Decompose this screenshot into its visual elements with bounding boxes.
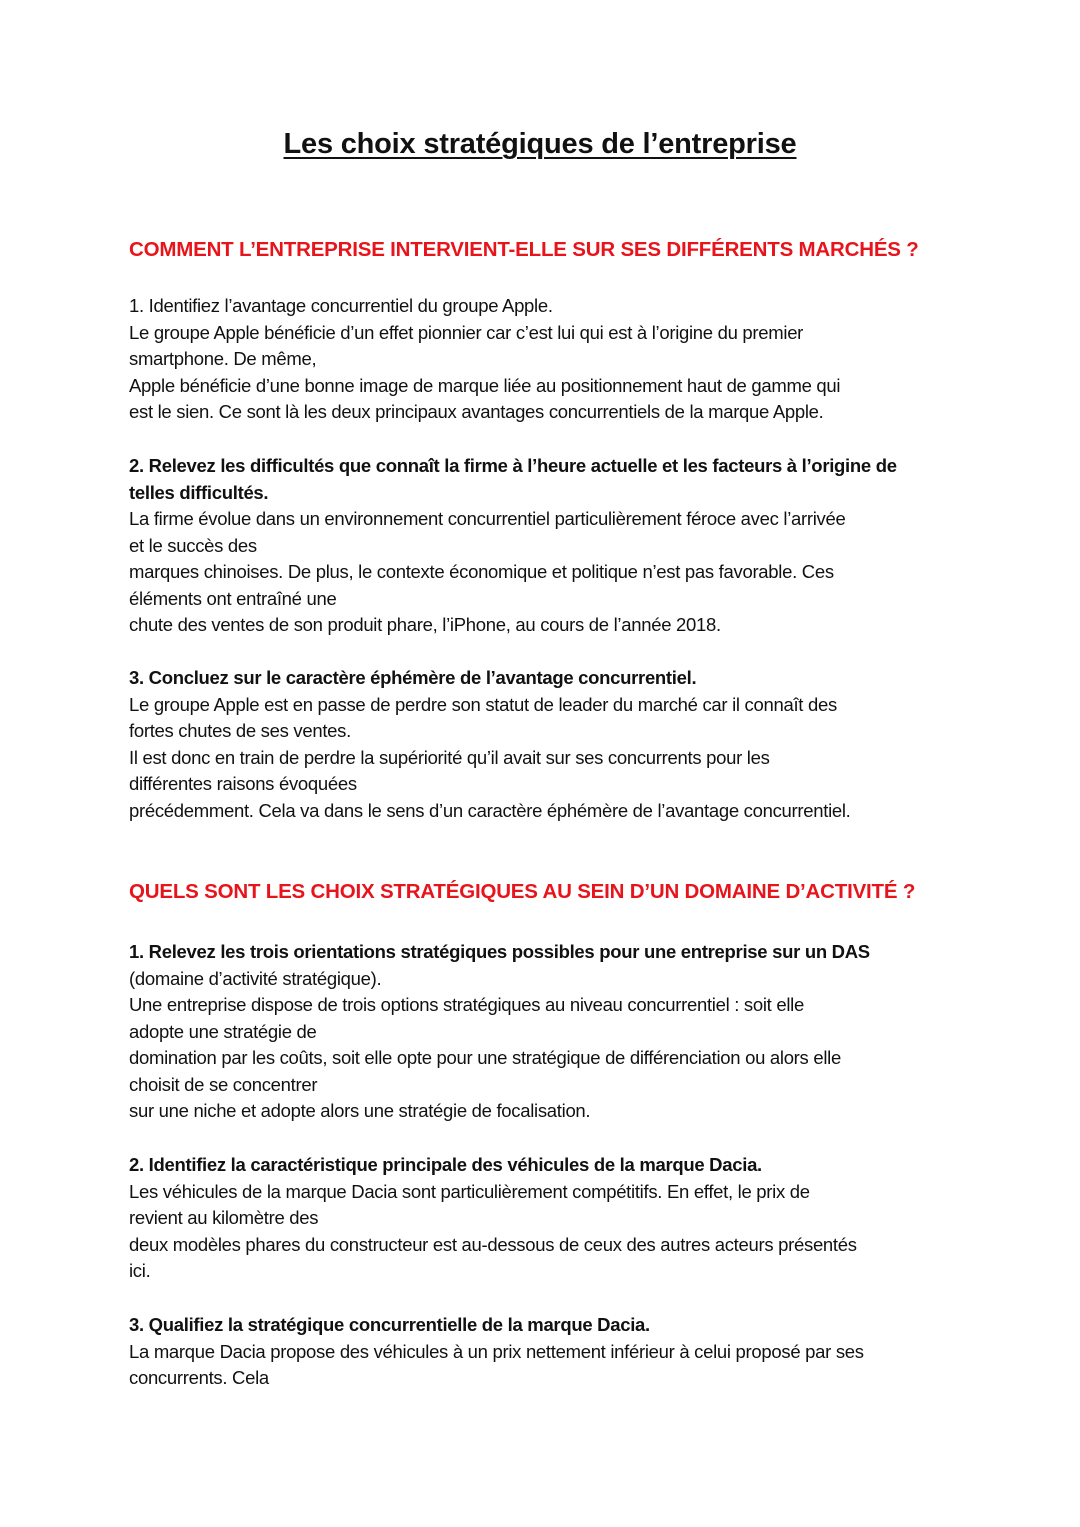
answer-line: sur une niche et adopte alors une stratégie de focalisation. — [129, 1100, 591, 1121]
answer-line: concurrents. Cela — [129, 1367, 269, 1388]
qa-block-dacia-characteristic — [129, 1152, 959, 1285]
page-title: Les choix stratégiques de l’entreprise — [283, 128, 797, 160]
answer-line: Il est donc en train de perdre la supériorité qu’il avait sur ses concurrents pour les — [129, 746, 770, 768]
qa-block-three-orientations — [129, 939, 959, 1125]
qa-block-dacia-strategy — [129, 1312, 959, 1392]
answer-line: différentes raisons évoquées — [129, 773, 357, 794]
answer-line: Le groupe Apple est en passe de perdre son statut de leader du marché car il connaît des — [129, 693, 837, 715]
answer-line: ici. — [129, 1260, 151, 1281]
answer-line: deux modèles phares du constructeur est au-dessous de ceux des autres acteurs présentés — [129, 1233, 857, 1255]
question-text: 2. Identifiez la caractéristique principale des véhicules de la marque Dacia. — [129, 1154, 762, 1175]
qa-block-apple-difficulties — [129, 453, 959, 639]
answer-line: éléments ont entraîné une — [129, 587, 337, 609]
answer-line: fortes chutes de ses ventes. — [129, 720, 351, 741]
question-text: 1. Relevez les trois orientations stratégiques possibles pour une entreprise sur un DAS — [129, 941, 870, 962]
answer-line: marques chinoises. De plus, le contexte économique et politique n’est pas favorable. Ces — [129, 561, 834, 582]
answer-line: Les véhicules de la marque Dacia sont particulièrement compétitifs. En effet, le prix de — [129, 1180, 810, 1202]
answer-line: Le groupe Apple bénéficie d’un effet pionnier car c’est lui qui est à l’origine du premier — [129, 321, 804, 343]
qa-block-ephemeral-advantage — [129, 665, 959, 824]
answer-line: La marque Dacia propose des véhicules à un prix nettement inférieur à celui proposé par ses — [129, 1340, 864, 1362]
answer-line: revient au kilomètre des — [129, 1207, 319, 1228]
answer-line: chute des ventes de son produit phare, l’iPhone, au cours de l’année 2018. — [129, 614, 721, 635]
answer-line: Apple bénéficie d’une bonne image de marque liée au positionnement haut de gamme qui — [129, 374, 841, 396]
answer-line: adopte une stratégie de — [129, 1020, 317, 1042]
qa-block-apple-advantage — [129, 293, 959, 426]
answer-line: choisit de se concentrer — [129, 1073, 318, 1095]
question-text: telles difficultés. — [129, 481, 269, 503]
question-text: 2. Relevez les difficultés que connaît la firme à l’heure actuelle et les facteurs à l’origine de — [129, 455, 897, 476]
answer-line: Une entreprise dispose de trois options stratégiques au niveau concurrentiel : soit elle — [129, 994, 804, 1015]
answer-line: et le succès des — [129, 534, 257, 556]
section-heading-markets: COMMENT L’ENTREPRISE INTERVIENT-ELLE SUR SES DIFFÉRENTS MARCHÉS ? — [129, 238, 919, 261]
question-text: 3. Concluez sur le caractère éphémère de l’avantage concurrentiel. — [129, 667, 697, 688]
answer-line: est le sien. Ce sont là les deux principaux avantages concurrentiels de la marque Apple. — [129, 401, 824, 422]
section-heading-activity-domain: QUELS SONT LES CHOIX STRATÉGIQUES AU SEIN D’UN DOMAINE D’ACTIVITÉ ? — [129, 880, 916, 903]
answer-line: La firme évolue dans un environnement concurrentiel particulièrement féroce avec l’arrivée — [129, 508, 846, 529]
question-continuation: (domaine d’activité stratégique). — [129, 967, 382, 989]
answer-line: domination par les coûts, soit elle opte pour une stratégique de différenciation ou alors elle — [129, 1047, 841, 1068]
answer-line: précédemment. Cela va dans le sens d’un caractère éphémère de l’avantage concurrentiel. — [129, 799, 851, 821]
answer-line: smartphone. De même, — [129, 348, 317, 369]
question-text: 3. Qualifiez la stratégique concurrentielle de la marque Dacia. — [129, 1314, 650, 1335]
question-text: 1. Identifiez l’avantage concurrentiel du groupe Apple. — [129, 295, 553, 316]
